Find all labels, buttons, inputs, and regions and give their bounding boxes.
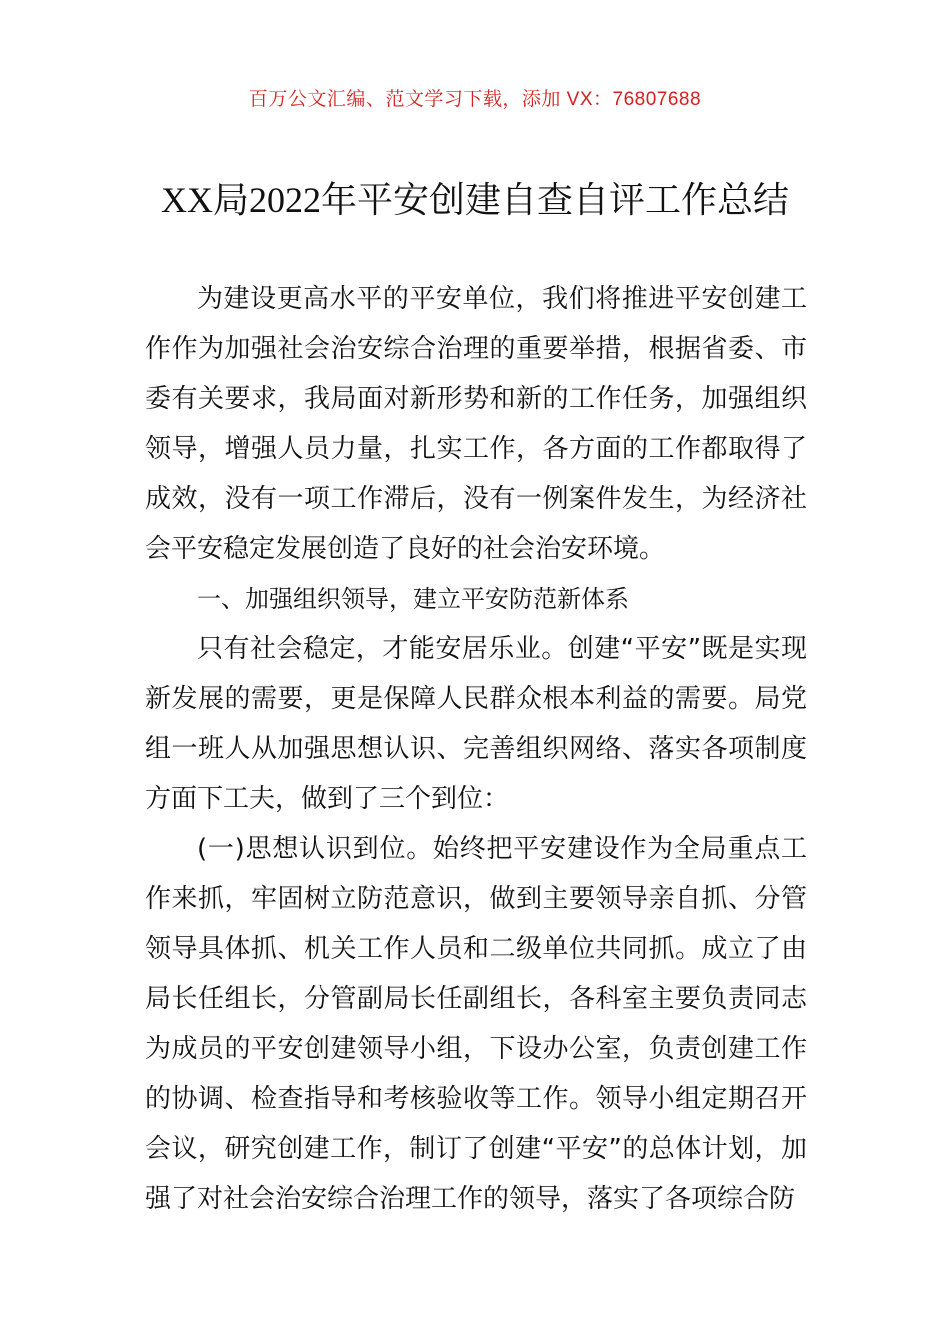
document-body bbox=[145, 274, 807, 1224]
paragraph-item-1: (一)思想认识到位。始终把平安建设作为全局重点工作来抓，牢固树立防范意识，做到主要领导亲自抓、分管领导具体抓、机关工作人员和二级单位共同抓。成立了由局长任组长，分管副局长任副组长，各科室主要负责同志为成员的平安创建领导小组，下设办公室，负责创建工作的协调、检查指导和考核验收等工作。领导小组定期召开会议，研究创建工作，制订了创建“平安”的总体计划，加强了对社会治安综合治理工作的领导，落实了各项综合防 bbox=[145, 834, 807, 1214]
paragraph-section-1: 只有社会稳定，才能安居乐业。创建“平安”既是实现新发展的需要，更是保障人民群众根本利益的需要。局党组一班人从加强思想认识、完善组织网络、落实各项制度方面下工夫，做到了三个到位： bbox=[145, 634, 807, 814]
section-heading-1: 一、加强组织领导，建立平安防范新体系 bbox=[197, 585, 629, 613]
document-title: XX局2022年平安创建自查自评工作总结 bbox=[161, 180, 789, 220]
header-watermark-note: 百万公文汇编、范文学习下载，添加 VX：76807688 bbox=[248, 89, 702, 110]
paragraph-intro: 为建设更高水平的平安单位，我们将推进平安创建工作作为加强社会治安综合治理的重要举措，根据省委、市委有关要求，我局面对新形势和新的工作任务，加强组织领导，增强人员力量，扎实工作，各方面的工作都取得了成效，没有一项工作滞后，没有一例案件发生，为经济社会平安稳定发展创造了良好的社会治安环境。 bbox=[145, 284, 807, 564]
